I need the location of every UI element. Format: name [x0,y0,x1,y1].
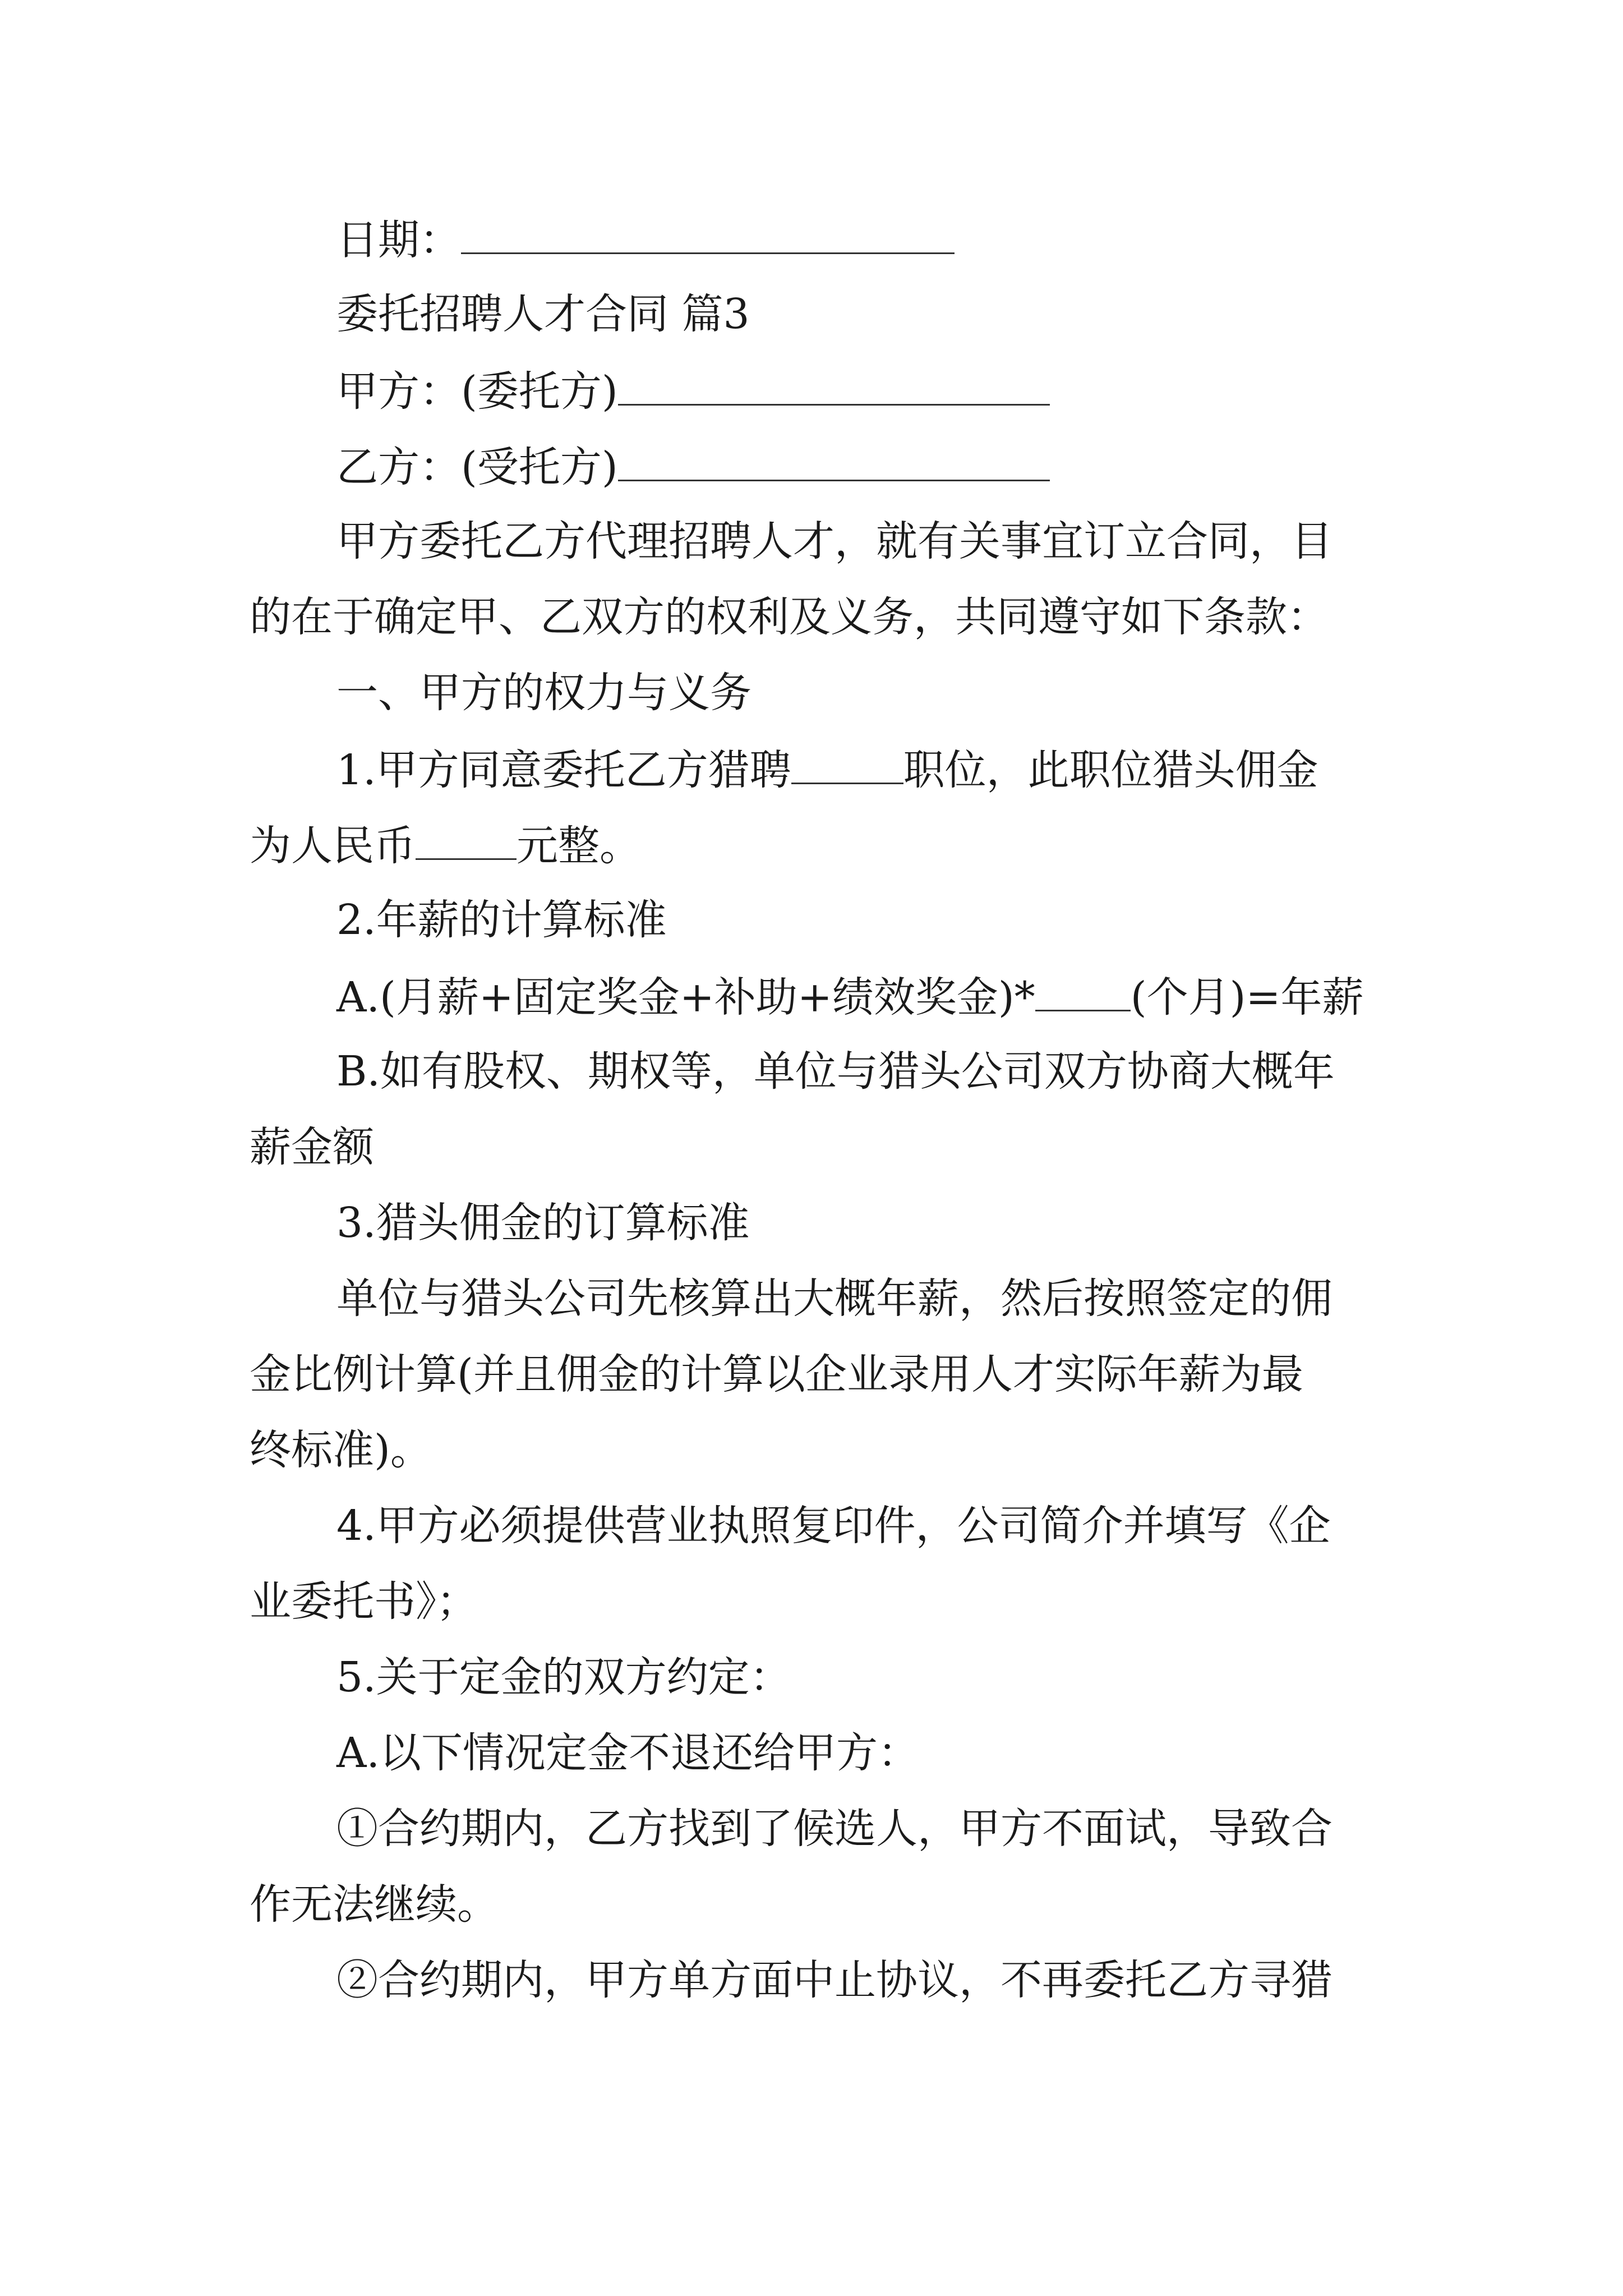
party-a-blank [618,365,1050,406]
party-b-blank [618,440,1050,481]
party-b-line [336,440,1050,493]
amount-suffix: 元整。 [517,822,641,870]
clause-4-line-2: 业委托书》； [250,1577,478,1626]
clause-5a-line: A.以下情况定金不退还给甲方： [336,1729,919,1777]
clause-5-heading: 5.关于定金的双方约定： [336,1653,791,1701]
party-a-line [336,365,1050,417]
clause-2a-line [336,970,1363,1023]
formula-text: A.(月薪+固定奖金+补助+绩效奖金)* [336,973,1035,1022]
clause-3-line-2: 金比例计算(并且佣金的计算以企业录用人才实际年薪为最 [250,1350,1303,1398]
paragraph-line: 的在于确定甲、乙双方的权利及义务，共同遵守如下条款： [250,593,1329,641]
date-blank [461,213,955,254]
clause-2b-line-2: 薪金额 [250,1123,374,1171]
date-line [336,213,955,265]
clause-1-text: 1.甲方同意委托乙方猎聘 [336,746,791,794]
clause-4-line: 4.甲方必须提供营业执照复印件，公司简介并填写《企 [336,1502,1331,1550]
clause-2-heading: 2.年薪的计算标准 [336,896,667,944]
party-b-label: 乙方：(受托方) [336,443,618,491]
position-blank [791,743,903,784]
clause-3-heading: 3.猎头佣金的订算标准 [336,1199,750,1247]
amount-blank [416,819,517,860]
date-label: 日期： [336,216,461,264]
clause-5a-item-2: ②合约期内，甲方单方面中止协议，不再委托乙方寻猎 [336,1956,1332,2004]
clause-1-line [336,743,1318,795]
clause-5a-item-1: ①合约期内，乙方找到了候选人，甲方不面试，导致合 [336,1805,1332,1853]
section-title: 委托招聘人才合同 篇3 [336,290,750,338]
clause-1-text-cont: 职位，此职位猎头佣金 [903,746,1318,794]
party-a-label: 甲方：(委托方) [336,367,618,416]
formula-suffix: (个月)=年薪 [1130,973,1364,1022]
months-blank [1035,970,1131,1011]
heading-party-a-rights: 一、甲方的权力与义务 [336,669,751,717]
clause-2b-line: B.如有股权、期权等，单位与猎头公司双方协商大概年 [336,1047,1335,1096]
amount-label: 为人民币 [250,822,416,870]
clause-3-line-3: 终标准)。 [250,1426,432,1474]
clause-5a-item-1-cont: 作无法继续。 [250,1880,499,1929]
clause-3-line: 单位与猎头公司先核算出大概年薪，然后按照签定的佣 [336,1274,1332,1323]
paragraph-line: 甲方委托乙方代理招聘人才，就有关事宜订立合同，目 [336,517,1332,565]
clause-1-line-2 [250,819,641,871]
